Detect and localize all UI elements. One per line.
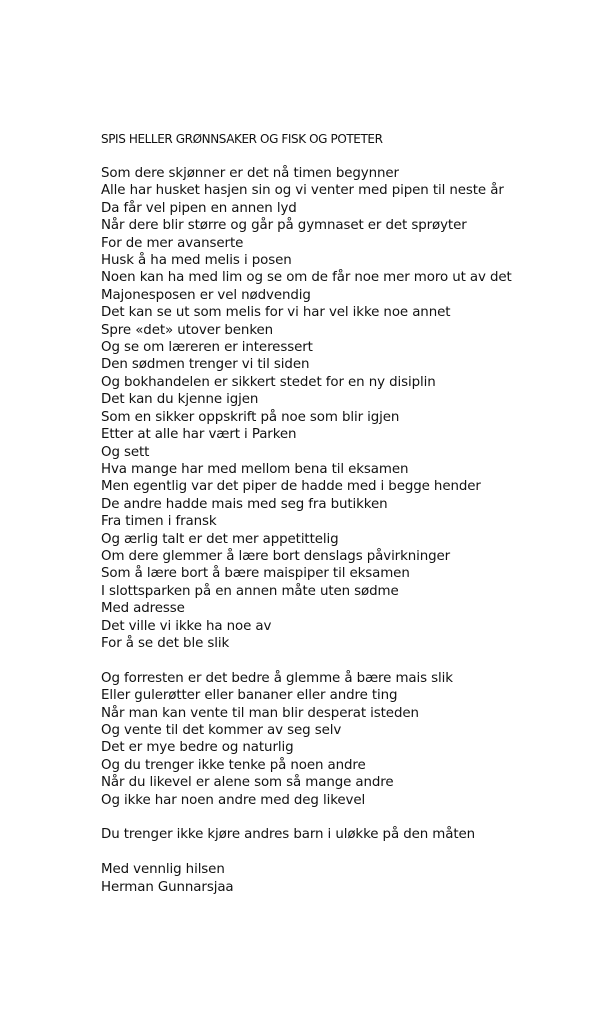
poem-line: Og forresten er det bedre å glemme å bære mais slik xyxy=(101,670,453,686)
poem-line: Men egentlig var det piper de hadde med i begge hender xyxy=(101,479,481,495)
poem-line: Herman Gunnarsjaa xyxy=(101,879,234,895)
poem-line: Det er mye bedre og naturlig xyxy=(101,740,294,756)
poem-line: Noen kan ha med lim og se om de får noe mer moro ut av det xyxy=(101,270,512,286)
poem-line: Og se om læreren er interessert xyxy=(101,340,313,356)
poem-line: Den sødmen trenger vi til siden xyxy=(101,357,310,373)
poem-line: I slottsparken på en annen måte uten sødme xyxy=(101,583,399,599)
poem-line: Husk å ha med melis i posen xyxy=(101,253,292,269)
poem-line: Når du likevel er alene som så mange andre xyxy=(101,775,394,791)
poem-line: De andre hadde mais med seg fra butikken xyxy=(101,496,388,512)
poem-line: Med adresse xyxy=(101,601,185,617)
poem-line: Når man kan vente til man blir desperat isteden xyxy=(101,705,419,721)
poem-line: Og ærlig talt er det mer appetittelig xyxy=(101,531,339,547)
poem-line: Som en sikker oppskrift på noe som blir igjen xyxy=(101,409,400,425)
stanza xyxy=(101,165,591,652)
poem-line: Da får vel pipen en annen lyd xyxy=(101,200,297,216)
poem-line: Som å lære bort å bære maispiper til eksamen xyxy=(101,566,410,582)
poem-line: Det kan du kjenne igjen xyxy=(101,392,259,408)
poem-line: Majonesposen er vel nødvendig xyxy=(101,287,311,303)
poem-line: Og du trenger ikke tenke på noen andre xyxy=(101,757,366,773)
poem-line: Fra timen i fransk xyxy=(101,514,217,530)
document-page xyxy=(101,131,591,913)
poem-line: Etter at alle har vært i Parken xyxy=(101,427,297,443)
poem-line: Spre «det» utover benken xyxy=(101,322,274,338)
poem-line: Hva mange har med mellom bena til eksamen xyxy=(101,461,409,477)
poem-line: Med vennlig hilsen xyxy=(101,862,225,878)
poem-line: Når dere blir større og går på gymnaset er det sprøyter xyxy=(101,218,467,234)
poem-line: For å se det ble slik xyxy=(101,635,230,651)
stanza xyxy=(101,826,591,843)
poem-line: Alle har husket hasjen sin og vi venter med pipen til neste år xyxy=(101,183,504,199)
poem-line: Og ikke har noen andre med deg likevel xyxy=(101,792,366,808)
poem-line: Og bokhandelen er sikkert stedet for en ny disiplin xyxy=(101,374,436,390)
stanza xyxy=(101,861,591,896)
poem-line: Du trenger ikke kjøre andres barn i uløkke på den måten xyxy=(101,827,476,843)
poem-line: For de mer avanserte xyxy=(101,235,244,251)
poem-body xyxy=(101,165,591,896)
poem-line: Eller gulerøtter eller bananer eller andre ting xyxy=(101,688,398,704)
poem-line: Det kan se ut som melis for vi har vel ikke noe annet xyxy=(101,305,451,321)
poem-line: Som dere skjønner er det nå timen begynner xyxy=(101,166,399,181)
poem-title: SPIS HELLER GRØNNSAKER OG FISK OG POTETER xyxy=(101,132,383,146)
poem-line: Om dere glemmer å lære bort denslags påvirkninger xyxy=(101,548,451,564)
poem-line: Og sett xyxy=(101,444,150,460)
stanza xyxy=(101,670,591,809)
poem-line: Og vente til det kommer av seg selv xyxy=(101,722,342,738)
poem-line: Det ville vi ikke ha noe av xyxy=(101,618,272,634)
